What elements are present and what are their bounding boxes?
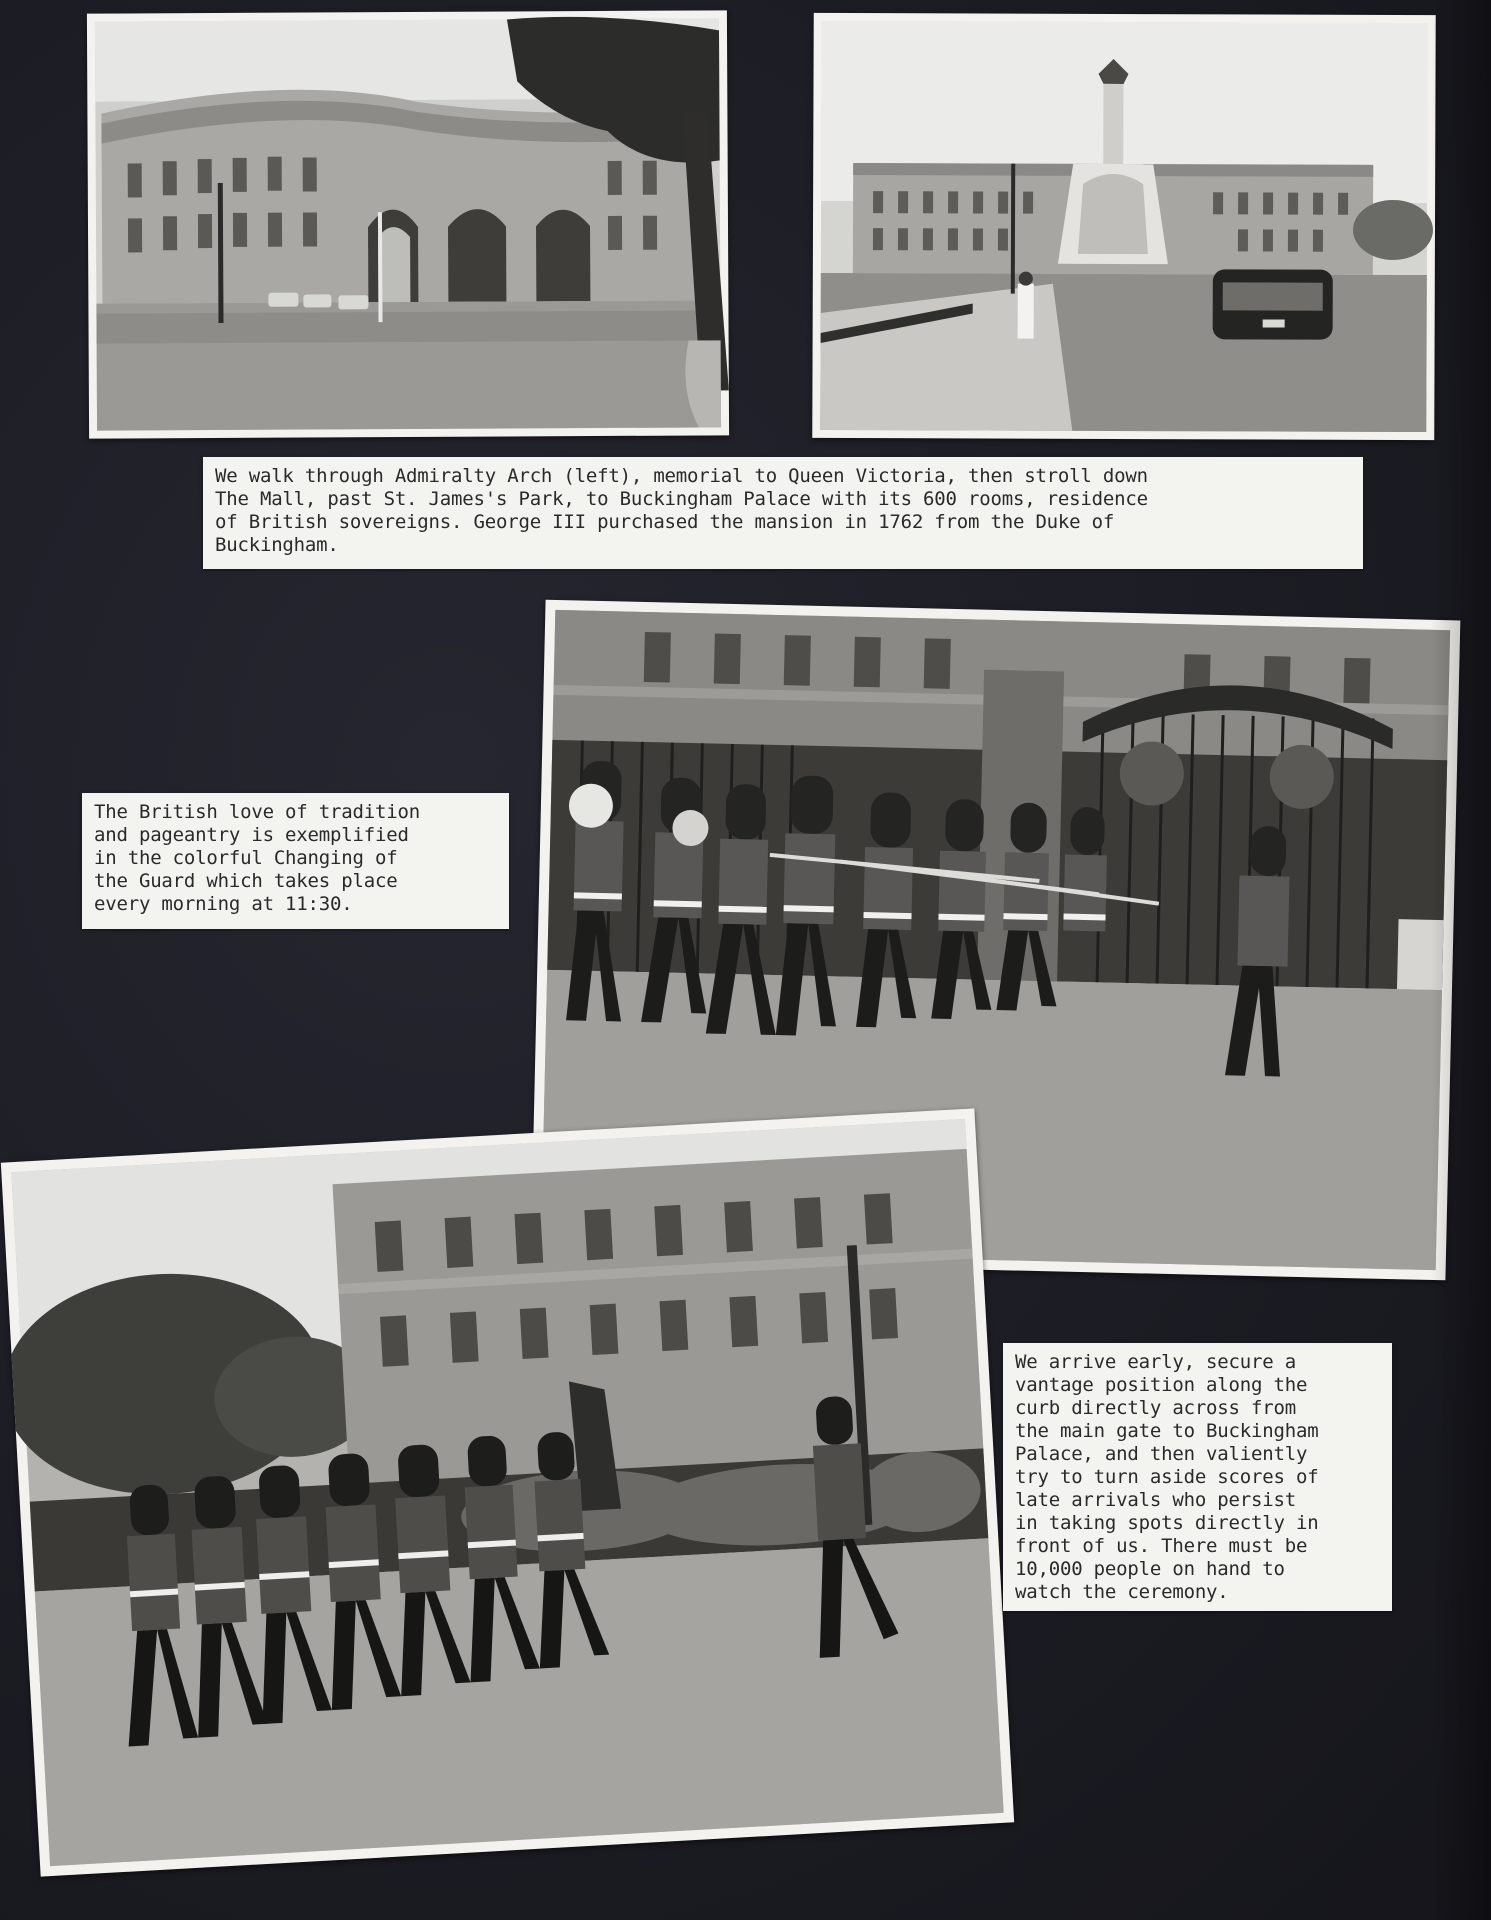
victoria-memorial-photo: [812, 13, 1435, 440]
admiralty-arch-photo: [87, 10, 729, 438]
mall-walk-caption: We walk through Admiralty Arch (left), memorial to Queen Victoria, then stroll down The Mall, past St. James's Park, to Buckingham Palace with its 600 rooms, residence of British sovereigns. George III purchased the mansion in 1762 from the Duke of Buckingham.: [203, 457, 1363, 569]
guards-marching-image: [1, 1108, 1014, 1876]
arrive-early-caption: We arrive early, secure a vantage position along the curb directly across from the main gate to Buckingham Palace, and then valiently try to turn aside scores of late arrivals who persist in taking spots directly in front of us. There must be 10,000 people on hand to watch the ceremony.: [1003, 1343, 1392, 1611]
tradition-caption: The British love of tradition and pageantry is exemplified in the colorful Changing of the Guard which takes place every morning at 11:30.: [82, 793, 509, 929]
guards-marching-photo: [1, 1108, 1014, 1876]
victoria-memorial-image: [812, 13, 1435, 440]
admiralty-arch-image: [87, 10, 729, 438]
